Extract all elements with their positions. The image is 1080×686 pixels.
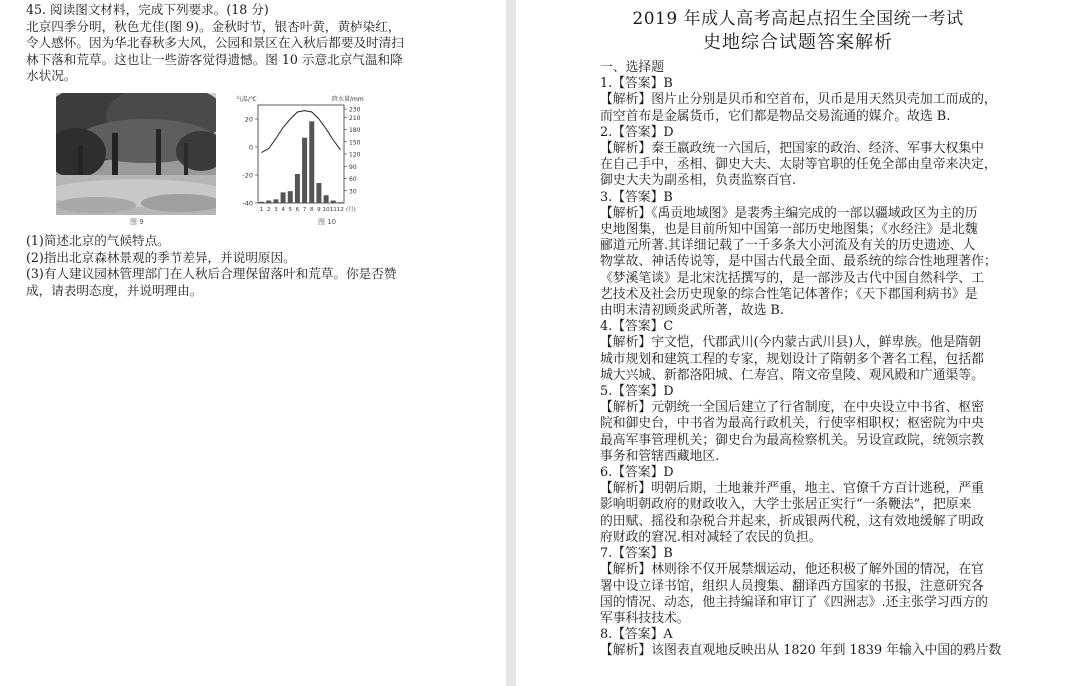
precip-bar	[281, 192, 286, 203]
precip-bar	[324, 195, 329, 203]
passage-line: 水状况。	[26, 68, 77, 84]
answer-line: 的田赋、摇役和杂税合并起来，折成银两代税，这有效地缓解了明政	[600, 513, 984, 529]
answer-line: 3.【答案】B	[600, 189, 673, 205]
answer-line: 事务和管辖西藏地区.	[600, 448, 720, 464]
question-list	[26, 233, 506, 299]
answer-line: 【解析】图片止分别是贝币和空首布，贝币是用天然贝壳加工而成的，	[600, 92, 997, 108]
answer-line: 【解析】元朝统一全国后建立了行省制度，在中央设立中书省、枢密	[600, 400, 984, 416]
answer-line: 国的情况、动态，他主持编译和审订了《四洲志》.还主张学习西方的	[600, 594, 988, 610]
question-header: 45. 阅读图文材料，完成下列要求。(18 分)	[26, 2, 269, 17]
month-tick-label: 4	[281, 206, 285, 213]
month-tick-label: 1	[259, 206, 264, 213]
temp-tick-label: -40	[242, 199, 253, 208]
precip-bar	[288, 191, 293, 203]
precip-tick-label: 60	[349, 175, 357, 183]
answer-line: 史地图集，也是目前所知中国第一部历史地图集；《水经注》是北魏	[600, 222, 978, 238]
answer-line: 【解析】明朝后期，土地兼并严重，地主、官僚千方百计逃税，严重	[600, 481, 984, 497]
precip-bar	[302, 138, 307, 203]
month-tick-label: 11	[329, 206, 337, 213]
precip-tick-label: 150	[349, 139, 361, 147]
month-tick-label: 5	[288, 206, 292, 213]
passage	[26, 19, 506, 85]
answer-line: 【解析】《禹贡地域图》是裴秀主编完成的一部以疆域政区为主的历	[600, 205, 978, 221]
precip-tick-label: 180	[349, 126, 361, 134]
document-subtitle: 史地综合试题答案解析	[703, 32, 893, 53]
figure10-caption: 图 10	[318, 217, 337, 226]
temp-tick-label: -20	[242, 171, 253, 180]
answer-line: 5.【答案】D	[600, 384, 674, 400]
answer-line: 而空首布是金属货币，它们都是物品交易流通的媒介。故选 B.	[600, 108, 951, 124]
answer-line: 【解析】宇文恺，代郡武川(今内蒙古武川县)人，鲜卑族。他是隋朝	[600, 335, 982, 351]
figure9-caption: 图 9	[130, 217, 144, 226]
precip-bar	[309, 121, 314, 203]
month-tick-label: 7	[302, 206, 307, 213]
precip-bar	[259, 202, 264, 203]
month-unit-label: (月)	[346, 206, 356, 213]
precip-bar	[295, 174, 300, 203]
temp-axis-label: 气温/℃	[236, 95, 257, 103]
precip-bar	[266, 201, 271, 203]
document-title: 2019 年成人高考高起点招生全国统一考试	[632, 9, 964, 29]
answer-line: 军事科技技术。	[600, 610, 690, 626]
answer-line: 物掌故、神话传说等，是中国古代最全面、最系统的综合性地理著作；	[600, 254, 997, 270]
answer-line: 《梦溪笔谈》是北宋沈括撰写的，是一部涉及古代中国自然科学、工	[600, 270, 984, 286]
month-tick-label: 8	[310, 206, 314, 213]
answer-line: 2.【答案】D	[600, 124, 674, 140]
answer-line: 最高军事管理机关；御史台为最高检察机关。另设宣政院，统领宗教	[600, 432, 984, 448]
month-tick-label: 10	[322, 206, 330, 213]
precip-tick-label: 30	[349, 188, 357, 196]
passage-line: 林下落和荒草。这也让一些游客觉得遗憾。图 10 示意北京气温和降	[26, 51, 403, 67]
answer-line: 【解析】秦王嬴政统一六国后，把国家的政治、经济、军事大权集中	[600, 141, 984, 157]
answer-line: 6.【答案】D	[600, 465, 674, 481]
precip-bar	[316, 183, 321, 203]
month-tick-label: 12	[336, 206, 344, 213]
answer-line: 7.【答案】B	[600, 546, 673, 562]
autumn-forest-photo	[56, 93, 216, 215]
answer-explanations	[600, 60, 1080, 660]
precip-bar	[273, 199, 278, 203]
month-tick-label: 9	[317, 206, 321, 213]
precip-axis-label: 降水量/mm	[332, 95, 364, 103]
precip-bar	[331, 201, 336, 203]
answer-line: 影响明朝政府的财政收入，大学士张居正实行“一条鞭法”，把原来	[600, 497, 972, 513]
answer-line: 由明末清初顾炎武所著，故选 B.	[600, 303, 784, 319]
sub-question: (1)简述北京的气候特点。	[26, 232, 170, 248]
answer-line: 郦道元所著.其详细记载了一千多条大小河流及有关的历史遗迹、人	[600, 238, 976, 254]
answer-line: 一、选择题	[600, 60, 664, 75]
right-page	[516, 0, 1080, 686]
sub-question: (2)指出北京森林景观的季节差异，并说明原因。	[26, 249, 296, 265]
temperature-line	[262, 111, 341, 153]
answer-line: 城大兴城、新都洛阳城、仁寿宫、隋文帝皇陵、观风殿和广通渠等。	[600, 367, 984, 383]
month-tick-label: 6	[295, 206, 300, 213]
passage-line: 令人感怀。因为华北春秋多大风，公园和景区在入秋后都要及时清扫	[26, 35, 404, 51]
figure-row	[26, 91, 506, 231]
precip-tick-label: 90	[349, 163, 357, 171]
answer-line: 艺技术及社会历史现象的综合性笔记体著作；《天下郡国利病书》是	[600, 286, 978, 302]
month-tick-label: 2	[267, 206, 271, 213]
sub-question: 成，请表明态度，并说明理由。	[26, 282, 203, 298]
month-tick-label: 3	[274, 206, 278, 213]
answer-line: 署中设立译书馆，组织人员搜集、翻译西方国家的书报，注意研究各	[600, 578, 984, 594]
precip-tick-label: 230	[349, 106, 361, 114]
answer-line: 4.【答案】C	[600, 319, 674, 335]
answer-line: 御史大夫为副丞相，负责监察百官.	[600, 173, 797, 189]
sub-question: (3)有人建议园林管理部门在人秋后合理保留落叶和荒草。你是否赞	[26, 266, 397, 282]
answer-line: 【解析】林则徐不仅开展禁烟运动，他还积极了解外国的情况，在官	[600, 562, 984, 578]
climate-chart	[226, 91, 376, 227]
temp-tick-label: 20	[244, 115, 253, 124]
left-page	[0, 0, 506, 686]
precip-tick-label: 210	[349, 114, 361, 122]
answer-line: 【解析】该图表直观地反映出从 1820 年到 1839 年输入中国的鸦片数	[600, 643, 1002, 659]
precip-bar	[338, 202, 343, 203]
temp-tick-label: 0	[248, 143, 253, 152]
passage-line: 北京四季分明，秋色尤佳(图 9)。金秋时节，银杏叶黄，黄栌染红，	[26, 18, 401, 34]
answer-line: 1.【答案】B	[600, 76, 673, 92]
answer-line: 府财政的窘况.相对减轻了农民的负担。	[600, 529, 822, 545]
precip-tick-label: 120	[349, 151, 361, 159]
plot-frame	[258, 105, 344, 203]
answer-line: 院和御史台，中书省为最高行政机关，行使宰相职权；枢密院为中央	[600, 416, 984, 432]
answer-line: 8.【答案】A	[600, 627, 673, 643]
answer-line: 城市规划和建筑工程的专家，规划设计了隋朝多个著名工程，包括都	[600, 351, 984, 367]
answer-line: 在自己手中，丞相、御史大夫、太尉等官职的任免全部由皇帝来决定，	[600, 157, 997, 173]
